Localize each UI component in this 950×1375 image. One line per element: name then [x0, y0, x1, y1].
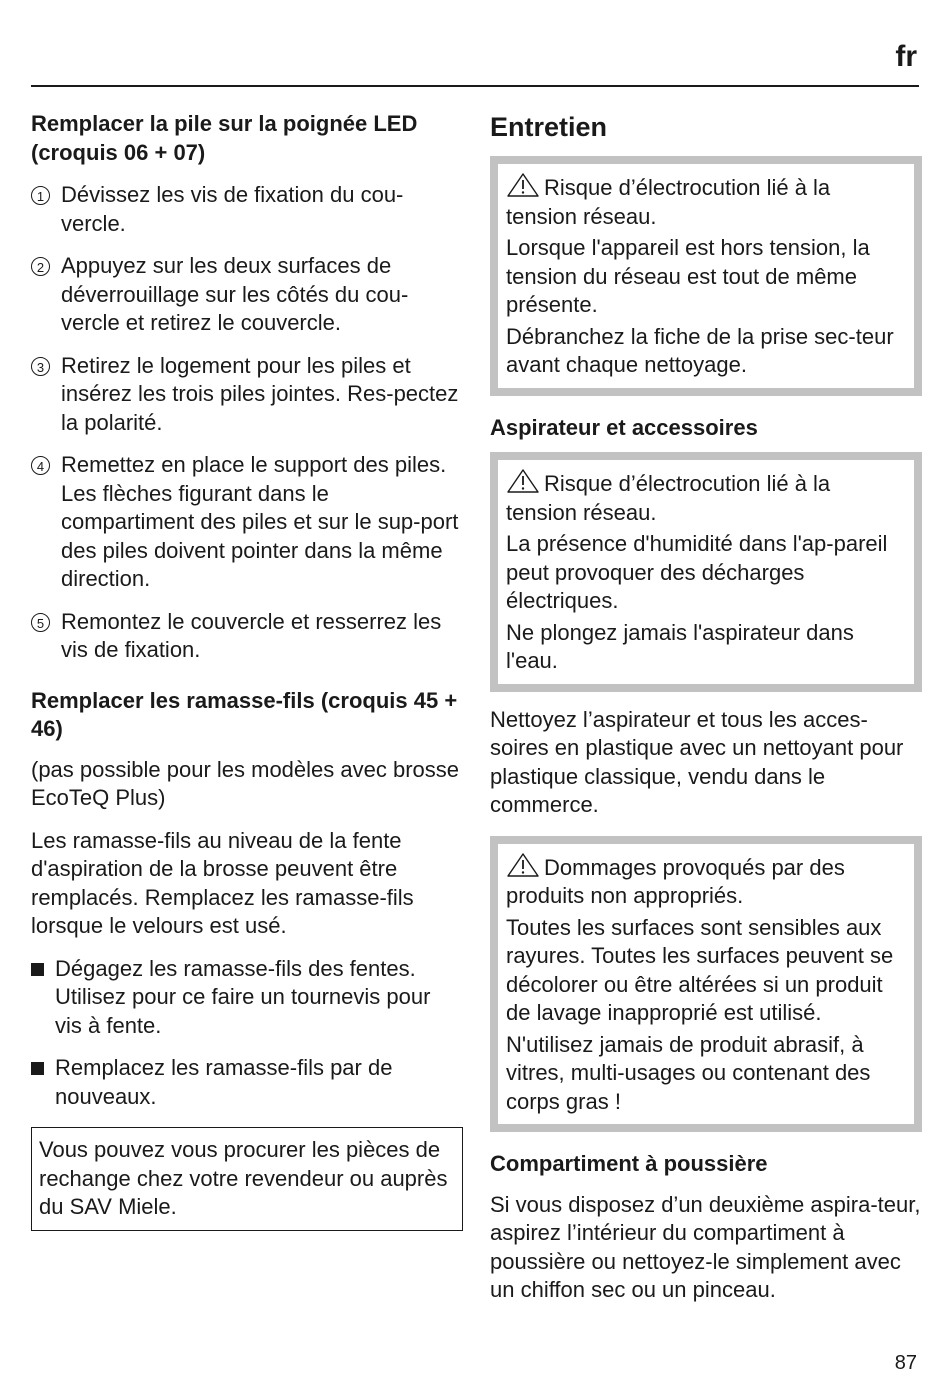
paragraph: (pas possible pour les modèles avec brosse EcoTeQ Plus): [31, 756, 460, 810]
page-number: 87: [894, 1352, 917, 1374]
step-text: Appuyez sur les deux surfaces de déverrouillage sur les côtés du cou-vercle et retirez le couvercle.: [61, 253, 409, 335]
step-text: Dévissez les vis de fixation du cou-vercle.: [61, 182, 404, 236]
warning-text: Lorsque l'appareil est hors tension, la tension du réseau est tout de même présente.: [506, 235, 870, 317]
paragraph: Si vous disposez d’un deuxième aspira-teur, aspirez l’intérieur du compartiment à poussière ou nettoyez-le simplement avec un chiffon sec ou un pinceau.: [490, 1191, 921, 1302]
left-column: [31, 110, 463, 1231]
paragraph: Les ramasse-fils au niveau de la fente d'aspiration de la brosse peuvent être remplacés. Remplacez les ramasse-fils lorsque le velours est usé.: [31, 827, 414, 938]
step-number: 4: [31, 456, 50, 475]
warning-box: [490, 156, 922, 396]
warning-text: N'utilisez jamais de produit abrasif, à vitres, multi-usages ou contenant des corps gras !: [506, 1031, 871, 1114]
step-item: [31, 608, 463, 665]
warning-title: Dommages provoqués par des produits non appropriés.: [506, 854, 845, 908]
warning-text: Ne plongez jamais l'aspirateur dans l'eau.: [506, 619, 854, 673]
step-item: [31, 451, 463, 594]
step-number: 3: [31, 357, 50, 376]
square-bullet-icon: [31, 1062, 44, 1075]
step-number: 5: [31, 613, 50, 632]
thread-lifter-heading: Remplacer les ramasse-fils (croquis 45 + 46): [31, 687, 458, 741]
header-rule: [31, 85, 919, 87]
warning-title: Risque d’électrocution lié à la tension réseau.: [506, 471, 831, 525]
step-text: Remontez le couvercle et resserrez les vis de fixation.: [61, 608, 442, 662]
bullet-text: Dégagez les ramasse-fils des fentes. Utilisez pour ce faire un tournevis pour vis à fente.: [55, 955, 431, 1038]
warning-title: Risque d’électrocution lié à la tension réseau.: [506, 175, 831, 229]
warning-triangle-icon: [506, 468, 540, 494]
warning-text: Débranchez la fiche de la prise sec-teur avant chaque nettoyage.: [506, 323, 894, 377]
step-text: Remettez en place le support des piles. Les flèches figurant dans le compartiment des piles et sur le sup-port des piles doivent pointer dans la même direction.: [61, 452, 459, 591]
step-number: 1: [31, 186, 50, 205]
bullet-item: [31, 955, 463, 1041]
step-item: [31, 352, 463, 438]
battery-heading: Remplacer la pile sur la poignée LED (croquis 06 + 07): [31, 111, 418, 165]
bullet-item: [31, 1054, 463, 1111]
bullet-text: Remplacez les ramasse-fils par de nouveaux.: [55, 1055, 393, 1109]
warning-triangle-icon: [506, 172, 540, 198]
warning-box: [490, 452, 922, 692]
square-bullet-icon: [31, 963, 44, 976]
paragraph: Nettoyez l’aspirateur et tous les acces-soires en plastique avec un nettoyant pour plastique classique, vendu dans le commerce.: [490, 706, 904, 817]
step-item: [31, 181, 463, 238]
warning-text: Toutes les surfaces sont sensibles aux rayures. Toutes les surfaces peuvent se décolorer ou être altérées si un produit de lavage inapproprié est utilisé.: [506, 914, 894, 1025]
warning-triangle-icon: [506, 852, 540, 878]
note-text: Vous pouvez vous procurer les pièces de rechange chez votre revendeur ou auprès du SAV Miele.: [39, 1137, 448, 1219]
vacuum-accessories-heading: Aspirateur et accessoires: [490, 414, 758, 440]
note-box: [31, 1127, 463, 1231]
right-column: [490, 110, 922, 1305]
warning-box: [490, 836, 922, 1133]
step-item: [31, 252, 463, 338]
section-title: Entretien: [490, 112, 608, 142]
step-number: 2: [31, 257, 50, 276]
warning-text: La présence d'humidité dans l'ap-pareil peut provoquer des décharges électriques.: [506, 531, 888, 613]
step-text: Retirez le logement pour les piles et insérez les trois piles jointes. Res-pectez la polarité.: [61, 352, 459, 435]
language-code: fr: [895, 40, 917, 73]
dust-compartment-heading: Compartiment à poussière: [490, 1151, 768, 1176]
